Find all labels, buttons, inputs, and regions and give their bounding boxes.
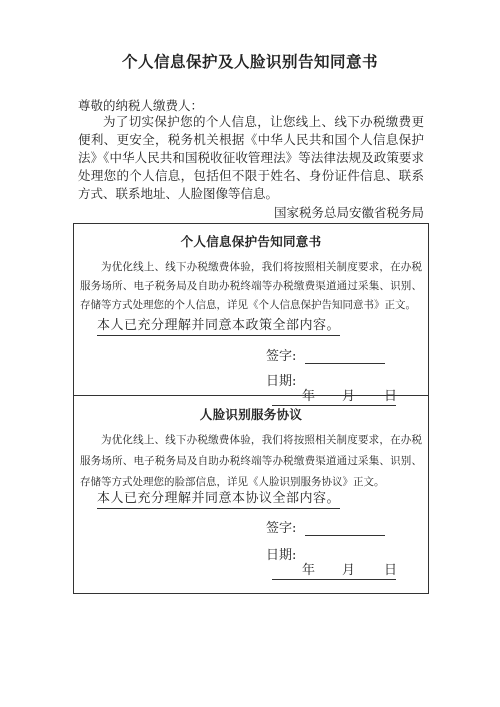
- section-title: 个人信息保护告知同意书: [180, 234, 322, 249]
- date-label: 日期:: [266, 374, 297, 389]
- day-label: 日: [384, 563, 398, 578]
- year-label: 年: [302, 563, 316, 578]
- month-label: 月: [342, 389, 356, 404]
- signature-label: 签字:: [266, 521, 297, 536]
- intro-paragraph: 为了切实保护您的个人信息，让您线上、线下办税缴费更便利、更安全，税务机关根据《中华人民共和国个人信息保护法》《中华人民共和国税收征收管理法》等法律法规及政策要求处理您的个人信息，包括但不限于姓名、身份证件信息、联系方式、联系地址、人脸图像等信息。: [78, 114, 424, 201]
- document-title: 个人信息保护及人脸识别告知同意书: [121, 52, 378, 71]
- day-label: 日: [384, 389, 398, 404]
- issuer-name: 国家税务总局安徽省税务局: [273, 205, 424, 220]
- agreement-statement: 本人已充分理解并同意本协议全部内容。: [97, 491, 340, 509]
- signature-row: [266, 517, 385, 536]
- section-body: 为优化线上、线下办税缴费体验，我们将按照相关制度要求，在办税服务场所、电子税务局及自助办税终端等办税缴费渠道通过采集、识别、存储等方式处理您的个人信息，详见《个人信息保护告知同意书》正文。: [80, 261, 422, 311]
- date-row: [266, 544, 428, 580]
- signature-row: [266, 345, 385, 364]
- salutation: 尊敬的纳税人缴费人：: [78, 98, 204, 113]
- date-label: 日期:: [266, 548, 297, 563]
- privacy-consent-section: [73, 223, 429, 404]
- signature-field[interactable]: [305, 349, 385, 364]
- face-recognition-agreement-section: [73, 395, 429, 594]
- signature-field[interactable]: [305, 521, 385, 536]
- section-body: 为优化线上、线下办税缴费体验，我们将按照相关制度要求，在办税服务场所、电子税务局及自助办税终端等办税缴费渠道通过采集、识别、存储等方式处理您的脸部信息，详见《人脸识别服务协议》正文。: [80, 434, 422, 488]
- month-label: 月: [342, 563, 356, 578]
- date-field[interactable]: [272, 563, 396, 580]
- section-title: 人脸识别服务协议: [199, 407, 303, 422]
- signature-label: 签字:: [266, 349, 297, 364]
- agreement-statement: 本人已充分理解并同意本政策全部内容。: [97, 318, 340, 336]
- year-label: 年: [302, 389, 316, 404]
